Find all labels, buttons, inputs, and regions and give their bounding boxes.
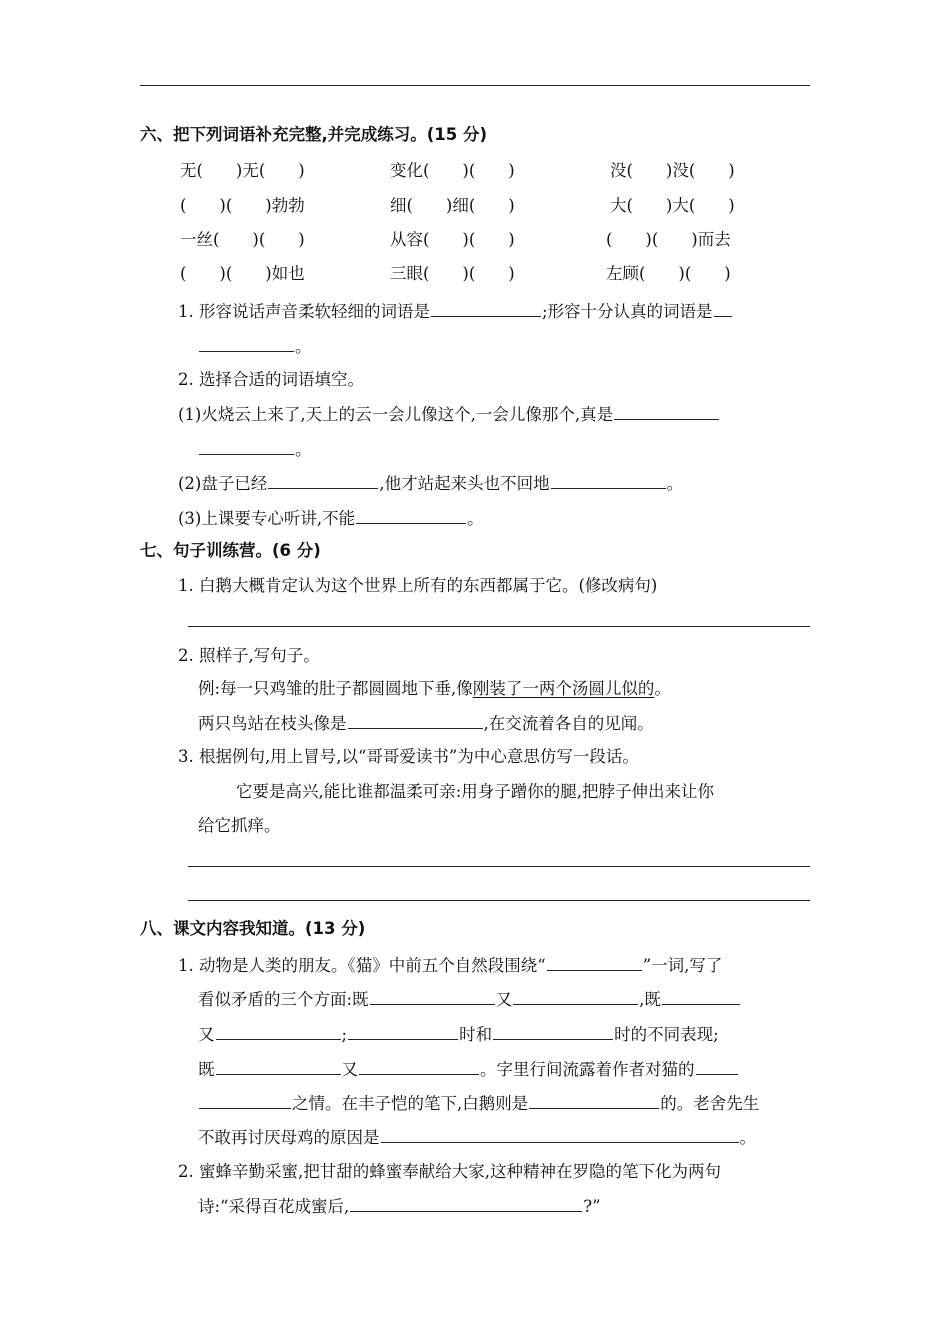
question-text: ,他才站起来头也不回地	[379, 474, 550, 493]
section-7-title: 七、句子训练营。(6 分)	[140, 541, 321, 560]
word-cell: 一丝( )( )	[180, 230, 305, 249]
question-8-1-line1	[178, 954, 722, 977]
punct: 。	[295, 440, 312, 459]
answer-blank[interactable]	[551, 472, 666, 489]
answer-blank[interactable]	[493, 1023, 613, 1040]
question-6-2-3	[178, 507, 484, 530]
answer-blank[interactable]	[547, 954, 642, 971]
question-text: (3)上课要专心听讲,不能	[178, 509, 356, 528]
question-8-2-line2	[198, 1195, 601, 1218]
answer-line[interactable]	[188, 626, 810, 627]
question-text: 。字里行间流露着作者对猫的	[480, 1060, 695, 1079]
answer-line[interactable]	[188, 900, 810, 901]
punct: ;	[341, 1025, 348, 1044]
answer-blank[interactable]	[381, 1126, 739, 1143]
answer-blank[interactable]	[513, 988, 638, 1005]
question-text: 1. 动物是人类的朋友。《猫》中前五个自然段围绕“	[178, 956, 546, 975]
question-6-1	[178, 300, 733, 323]
answer-blank[interactable]	[529, 1092, 659, 1109]
question-text: 又	[495, 990, 513, 1009]
question-text: (2)盘子已经	[178, 474, 268, 493]
word-cell: 从容( )( )	[390, 230, 515, 249]
punct: 。	[654, 679, 671, 698]
question-text: ,既	[639, 990, 661, 1009]
answer-blank[interactable]	[359, 1058, 479, 1075]
answer-blank[interactable]	[199, 335, 294, 352]
answer-blank[interactable]	[662, 988, 740, 1005]
word-cell: 大( )大( )	[610, 196, 735, 215]
question-text: ,在交流着各自的见闻。	[483, 714, 654, 733]
answer-blank[interactable]	[714, 300, 732, 317]
word-cell: ( )( )勃勃	[180, 196, 305, 215]
question-text: ”一词,写了	[642, 956, 723, 975]
punct: 。	[295, 337, 312, 356]
question-7-2: 2. 照样子,写句子。	[178, 646, 320, 665]
punct: 。	[739, 1128, 756, 1147]
answer-blank[interactable]	[431, 300, 541, 317]
punct: 。	[666, 474, 684, 493]
answer-blank[interactable]	[268, 472, 378, 489]
word-cell: 细( )细( )	[390, 196, 515, 215]
answer-blank[interactable]	[216, 1058, 341, 1075]
section-8-title: 八、课文内容我知道。(13 分)	[140, 919, 366, 938]
word-cell: 无( )无( )	[180, 161, 305, 180]
word-cell: 三眼( )( )	[390, 264, 515, 283]
section-6-title: 六、把下列词语补充完整,并完成练习。(15 分)	[140, 125, 488, 144]
question-text: 1. 形容说话声音柔软轻细的词语是	[178, 302, 430, 321]
question-6-2-2	[178, 472, 683, 495]
example-paragraph-line: 它要是高兴,能比谁都温柔可亲:用身子蹭你的腿,把脖子伸出来让你	[236, 782, 715, 801]
question-text: 不敢再讨厌母鸡的原因是	[198, 1128, 380, 1147]
answer-blank[interactable]	[199, 1092, 291, 1109]
word-cell: 左顾( )( )	[606, 264, 731, 283]
question-text: 既	[198, 1060, 215, 1079]
question-text: 时和	[459, 1025, 493, 1044]
question-text: 时的不同表现;	[614, 1025, 719, 1044]
answer-line[interactable]	[188, 866, 810, 867]
answer-blank[interactable]	[696, 1058, 738, 1075]
word-cell: 没( )没( )	[610, 161, 735, 180]
question-text: 之情。在丰子恺的笔下,白鹅则是	[292, 1094, 529, 1113]
question-8-2-line1: 2. 蜜蜂辛勤采蜜,把甘甜的蜂蜜奉献给大家,这种精神在罗隐的笔下化为两句	[178, 1162, 721, 1181]
example-underlined: 刚装了一两个汤圆儿似的	[472, 679, 655, 698]
word-cell: ( )( )如也	[180, 264, 305, 283]
question-8-1-line4	[198, 1058, 739, 1081]
question-text: 看似矛盾的三个方面:既	[198, 990, 369, 1009]
answer-blank[interactable]	[216, 1023, 341, 1040]
example-sentence	[198, 678, 671, 700]
word-cell: ( )( )而去	[606, 230, 731, 249]
question-text: (1)火烧云上来了,天上的云一会儿像这个,一会儿像那个,真是	[178, 405, 614, 424]
question-7-1: 1. 白鹅大概肯定认为这个世界上所有的东西都属于它。(修改病句)	[178, 576, 658, 595]
punct: 。	[467, 509, 484, 528]
example-paragraph-line: 给它抓痒。	[198, 816, 281, 835]
question-7-2-line	[198, 712, 654, 735]
question-text: 的。老舍先生	[660, 1094, 760, 1113]
question-text: 又	[341, 1060, 358, 1079]
question-text: ;形容十分认真的词语是	[542, 302, 713, 321]
punct: ?”	[583, 1197, 601, 1216]
answer-blank[interactable]	[348, 1023, 458, 1040]
top-rule	[140, 85, 810, 86]
question-7-3: 3. 根据例句,用上冒号,以“哥哥爱读书”为中心意思仿写一段话。	[178, 747, 639, 766]
answer-blank[interactable]	[199, 438, 294, 455]
question-text: 两只鸟站在枝头像是	[198, 714, 347, 733]
question-6-1-cont	[198, 335, 312, 358]
question-6-2-1	[178, 403, 720, 426]
question-text: 诗:“采得百花成蜜后,	[198, 1197, 350, 1216]
question-8-1-line6	[198, 1126, 756, 1149]
answer-blank[interactable]	[614, 403, 719, 420]
question-8-1-line5	[198, 1092, 759, 1115]
answer-blank[interactable]	[356, 507, 466, 524]
question-8-1-line3	[198, 1023, 719, 1046]
question-6-2-1-cont	[198, 438, 312, 461]
question-6-2: 2. 选择合适的词语填空。	[178, 370, 364, 389]
word-cell: 变化( )( )	[390, 161, 515, 180]
answer-blank[interactable]	[370, 988, 495, 1005]
example-text: 例:每一只鸡雏的肚子都圆圆地下垂,像	[198, 679, 473, 698]
question-8-1-line2	[198, 988, 741, 1011]
question-text: 又	[198, 1025, 215, 1044]
answer-blank[interactable]	[348, 712, 483, 729]
answer-blank[interactable]	[350, 1195, 582, 1212]
